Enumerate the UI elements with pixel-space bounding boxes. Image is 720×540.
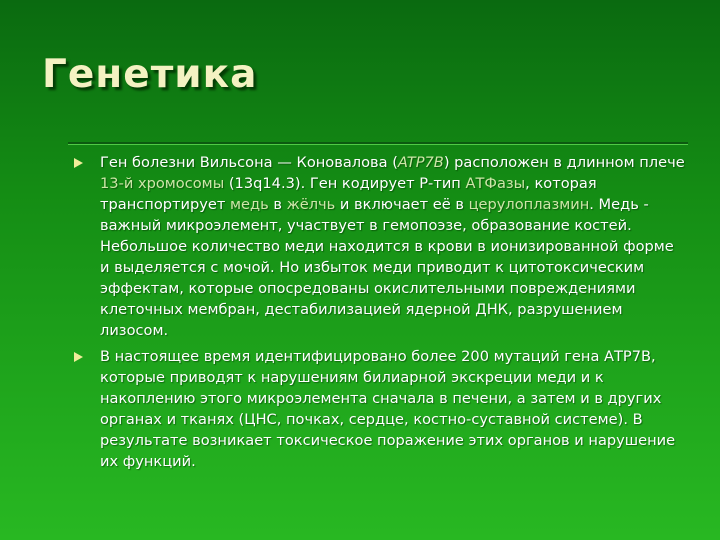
text-segment: и включает её в (335, 196, 469, 213)
bile-link[interactable]: жёлчь (286, 196, 336, 213)
text-segment: ) расположен в длинном плече (443, 154, 685, 171)
text-segment: в (268, 196, 287, 213)
title-divider (68, 142, 688, 145)
slide-title: Генетика (42, 52, 258, 97)
text-segment: Ген болезни Вильсона — Коновалова ( (100, 154, 398, 171)
copper-link[interactable]: медь (230, 196, 269, 213)
bullet-text (100, 154, 685, 339)
bullet-item (74, 346, 686, 472)
bullet-text: В настоящее время идентифицировано более 200 мутаций гена АТР7В, которые приводят к нарушениям билиарной экскреции меди и к накоплению этого микроэлемента сначала в печени, а затем и в других органах и тканях (ЦНС, почках, сердце, костно-суставной системе). В результате возникает токсическое поражение этих органов и нарушение их функций. (100, 348, 676, 470)
ceruloplasmin-link[interactable]: церулоплазмин (468, 196, 590, 213)
text-segment: . Медь - важный микроэлемент, участвует в гемопоэзе, образование костей. Небольшое количество меди находится в крови в ионизированной форме и выделяется с мочой. Но избыток меди приводит к цитотоксическим эффектам, которые опосредованы окислительными повреждениями клеточных мембран, дестабилизацией ядерной ДНК, разрушением лизосом. (100, 196, 674, 339)
text-segment: (13q14.3). Ген кодирует Р-тип (224, 175, 466, 192)
slide-content (74, 152, 686, 477)
atpase-link[interactable]: АТФазы (465, 175, 526, 192)
text-segment: , которая транспортирует (100, 175, 597, 213)
bullet-item (74, 152, 686, 341)
triangle-bullet-icon (74, 158, 83, 168)
gene-link[interactable]: ATP7B (397, 154, 444, 171)
chromosome-link[interactable]: 13-й хромосомы (100, 175, 225, 192)
triangle-bullet-icon (74, 352, 83, 362)
